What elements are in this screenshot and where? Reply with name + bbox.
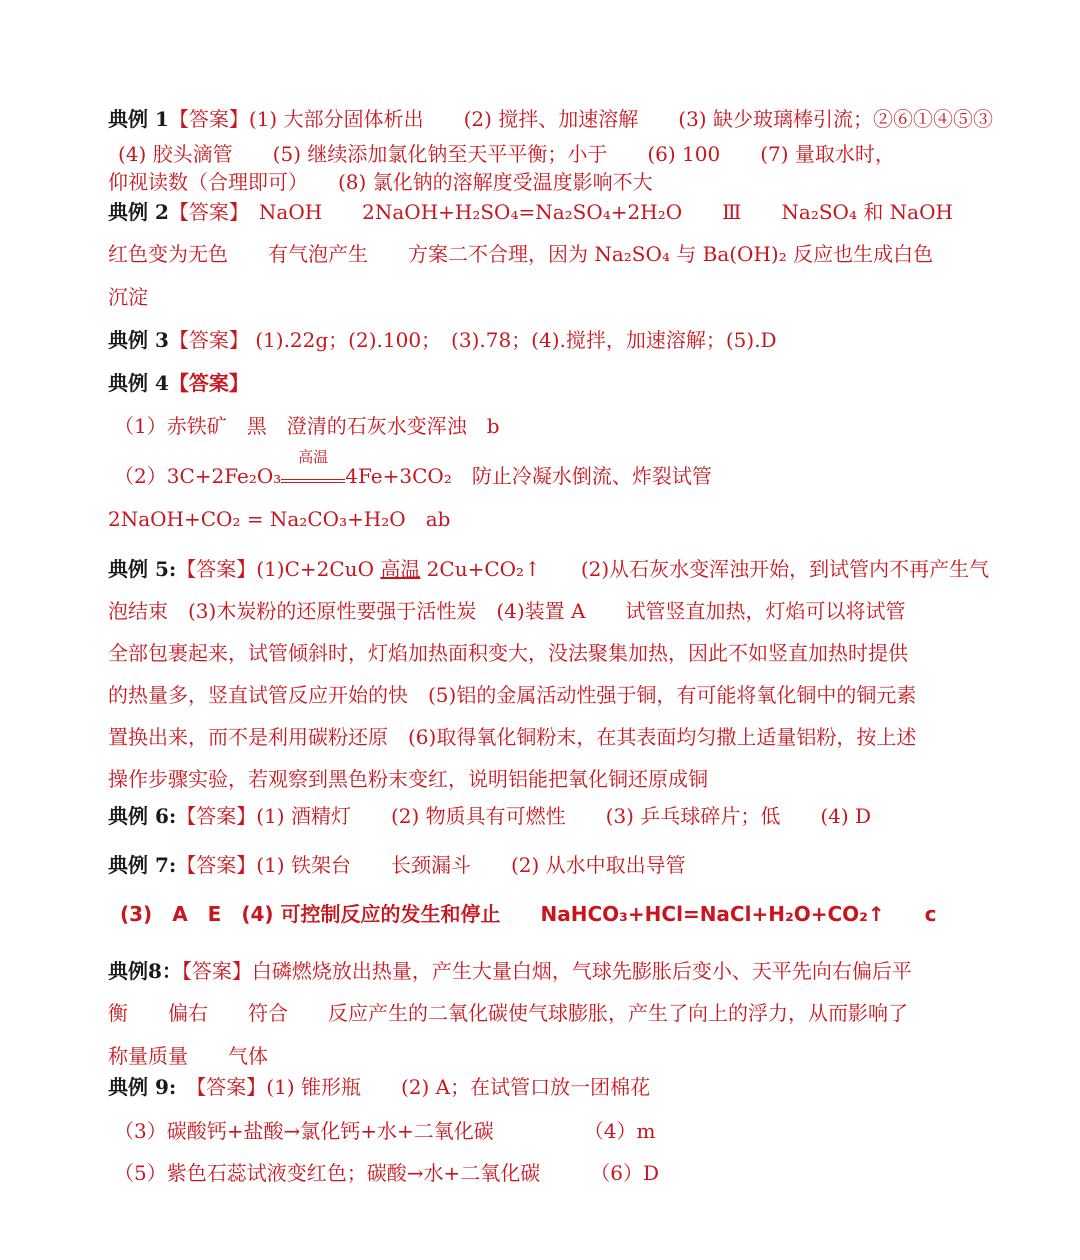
example-3-label: 典例 3 xyxy=(108,328,169,352)
example-3-text: 【答案】 (1).22g；(2).100； (3).78；(4).搅拌，加速溶解；(5).D xyxy=(168,328,777,352)
example-8-text-2: 衡 偏右 符合 反应产生的二氧化碳使气球膨胀，产生了向上的浮力，从而影响了 xyxy=(108,1001,908,1025)
example-5-text-2: 泡结束 (3)木炭粉的还原性要强于活性炭 (4)装置 A 试管竖直加热，灯焰可以将试管 xyxy=(108,599,906,623)
example-4-line-1 xyxy=(108,369,1040,397)
example-5-line-4 xyxy=(108,681,1040,709)
example-4-line-2 xyxy=(114,412,1040,440)
example-4-text: 【答案】 xyxy=(168,371,249,395)
example-9-text: 【答案】(1) 锥形瓶 (2) A；在试管口放一团棉花 xyxy=(176,1075,651,1099)
example-8-line-1 xyxy=(108,957,1040,985)
example-2-text: 【答案】 NaOH 2NaOH+H₂SO₄=Na₂SO₄+2H₂O Ⅲ Na₂SO₄ 和 NaOH xyxy=(168,200,953,224)
example-7-label: 典例 7: xyxy=(108,853,177,877)
example-2-label: 典例 2 xyxy=(108,200,169,224)
example-2-text-2: 红色变为无色 有气泡产生 方案二不合理，因为 Na₂SO₄ 与 Ba(OH)₂ 反应也生成白色 xyxy=(108,242,934,266)
example-8-text-3: 称量质量 气体 xyxy=(108,1044,268,1068)
example-4-text-2: （1）赤铁矿 黑 澄清的石灰水变浑浊 b xyxy=(114,414,500,438)
example-2-text-3: 沉淀 xyxy=(108,285,148,309)
equation-condition: 高温 xyxy=(298,448,329,466)
example-1-line-1 xyxy=(108,105,1040,133)
example-5-label: 典例 5: xyxy=(108,557,177,581)
example-5-line-1 xyxy=(108,555,1040,583)
example-4-line-4 xyxy=(108,505,1040,533)
example-1-line-2 xyxy=(118,140,1040,168)
example-5-post: 2Cu+CO₂↑ (2)从石灰水变浑浊开始，到试管内不再产生气 xyxy=(420,557,990,581)
example-9-text-2: （3）碳酸钙+盐酸→氯化钙+水+二氧化碳 （4）m xyxy=(114,1119,656,1143)
example-6-text: 【答案】(1) 酒精灯 (2) 物质具有可燃性 (3) 乒乓球碎片；低 (4) D xyxy=(176,804,872,828)
example-4-text-4: 2NaOH+CO₂ = Na₂CO₃+H₂O ab xyxy=(108,507,451,531)
example-9-line-2 xyxy=(114,1117,1040,1145)
example-5-text-6: 操作步骤实验，若观察到黑色粉末变红，说明铝能把氧化铜还原成铜 xyxy=(108,767,708,791)
example-2-line-3 xyxy=(108,283,1040,311)
equation-products: 4Fe+3CO₂ 防止冷凝水倒流、炸裂试管 xyxy=(345,464,712,488)
example-4-label: 典例 4 xyxy=(108,371,169,395)
example-5-line-2 xyxy=(108,597,1040,625)
example-8-line-2 xyxy=(108,999,1040,1027)
example-1-text: 【答案】(1) 大部分固体析出 (2) 搅拌、加速溶解 (3) 缺少玻璃棒引流；②⑥①④⑤③ xyxy=(168,107,993,131)
example-1-line-3 xyxy=(108,168,1040,196)
example-1-text-3: 仰视读数（合理即可） (8) 氯化钠的溶解度受温度影响不大 xyxy=(108,170,653,194)
example-7-line-2 xyxy=(120,900,1040,928)
example-8-line-3 xyxy=(108,1042,1040,1070)
example-5-line-3 xyxy=(108,639,1040,667)
example-5-text-5: 置换出来，而不是利用碳粉还原 (6)取得氧化铜粉末，在其表面均匀撒上适量铝粉，按上述 xyxy=(108,725,917,749)
example-5-text-4: 的热量多，竖直试管反应开始的快 (5)铝的金属活动性强于铜，有可能将氧化铜中的铜元素 xyxy=(108,683,917,707)
example-4-equation xyxy=(114,448,1040,490)
example-1-text-2: (4) 胶头滴管 (5) 继续添加氯化钠至天平平衡；小于 (6) 100 (7) 量取水时， xyxy=(118,142,895,166)
equation-condition-arrow xyxy=(281,448,345,483)
example-1-label: 典例 1 xyxy=(108,107,169,131)
example-6-label: 典例 6: xyxy=(108,804,177,828)
example-5-line-5 xyxy=(108,723,1040,751)
example-6-line xyxy=(108,802,1040,830)
example-7-text-2: (3) A E (4) 可控制反应的发生和停止 NaHCO₃+HCl=NaCl+H₂O+CO₂↑ c xyxy=(120,902,937,926)
example-9-line-3 xyxy=(114,1159,1040,1187)
example-5-pre: 【答案】(1)C+2CuO xyxy=(176,557,381,581)
example-9-line-1 xyxy=(108,1073,1040,1101)
example-7-text: 【答案】(1) 铁架台 长颈漏斗 (2) 从水中取出导管 xyxy=(176,853,686,877)
example-7-line-1 xyxy=(108,851,1040,879)
example-9-text-3: （5）紫色石蕊试液变红色；碳酸→水+二氧化碳 （6）D xyxy=(114,1161,659,1185)
example-9-label: 典例 9: xyxy=(108,1075,177,1099)
example-2-line-2 xyxy=(108,240,1040,268)
example-5-text-3: 全部包裹起来，试管倾斜时，灯焰加热面积变大，没法聚集加热，因此不如竖直加热时提供 xyxy=(108,641,908,665)
example-8-text: 【答案】白磷燃烧放出热量，产生大量白烟，气球先膨胀后变小、天平先向右偏后平 xyxy=(181,959,912,983)
equation-reactants: （2）3C+2Fe₂O₃ xyxy=(114,464,282,488)
example-8-label: 典例8： xyxy=(108,959,182,983)
example-5-condition: 高温 xyxy=(380,557,421,581)
example-3-line xyxy=(108,326,1040,354)
example-5-line-6 xyxy=(108,765,1040,793)
example-2-line-1 xyxy=(108,198,1040,226)
